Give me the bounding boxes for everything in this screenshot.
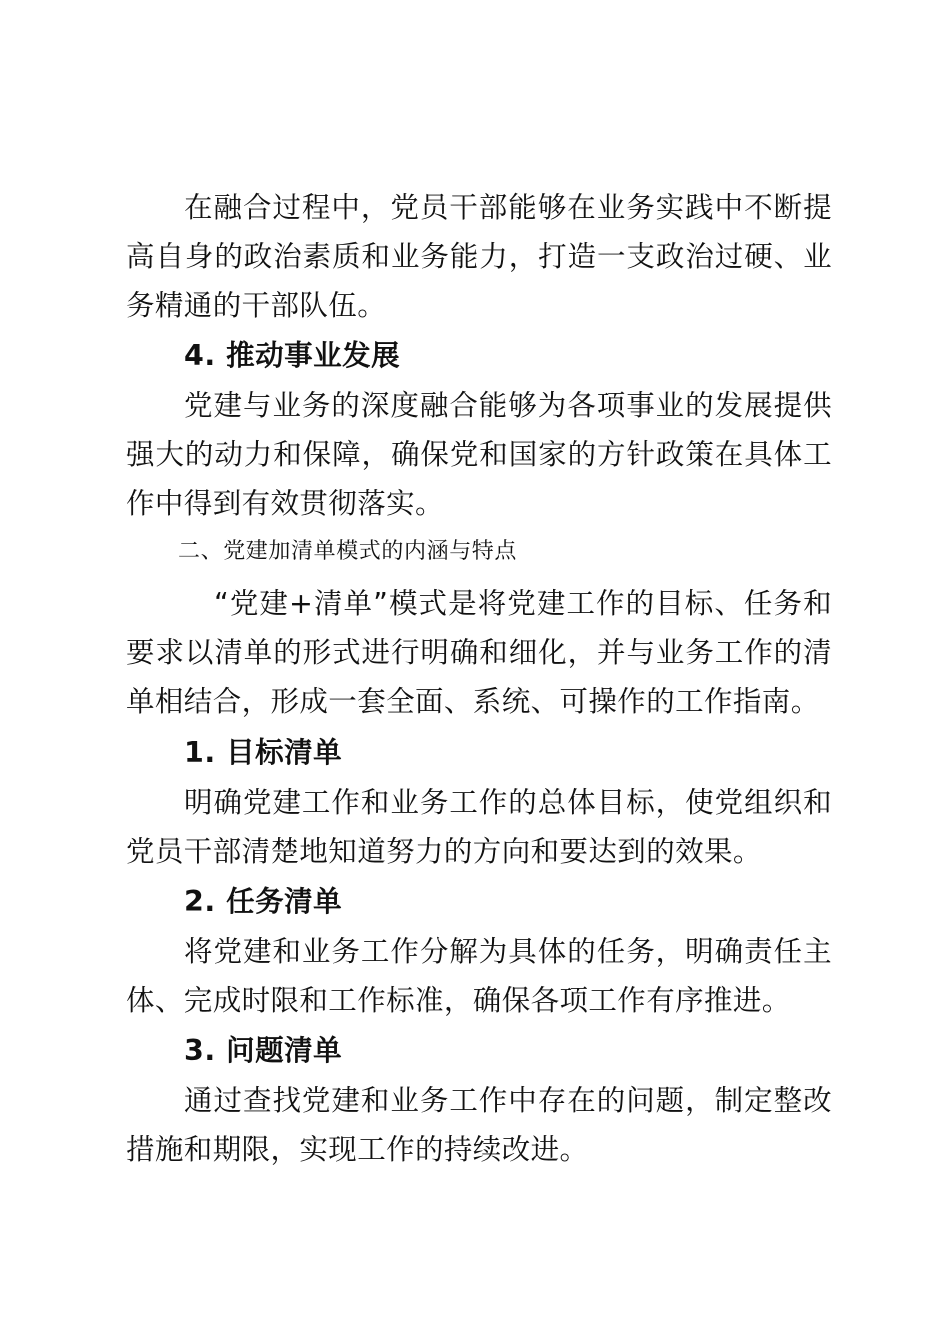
paragraph-problem-list: 通过查找党建和业务工作中存在的问题，制定整改措施和期限，实现工作的持续改进。: [126, 1084, 832, 1166]
paragraph-task-list: 将党建和业务工作分解为具体的任务，明确责任主体、完成时限和工作标准，确保各项工作有序推进。: [126, 935, 832, 1017]
heading-task-list: 2. 任务清单: [184, 885, 343, 918]
paragraph-cadre-quality: 在融合过程中，党员干部能够在业务实践中不断提高自身的政治素质和业务能力，打造一支政治过硬、业务精通的干部队伍。: [126, 191, 832, 322]
paragraph-deep-integration: 党建与业务的深度融合能够为各项事业的发展提供强大的动力和保障，确保党和国家的方针政策在具体工作中得到有效贯彻落实。: [126, 389, 832, 520]
section-title-list-model: 二、党建加清单模式的内涵与特点: [178, 539, 518, 564]
heading-goal-list: 1. 目标清单: [184, 736, 343, 769]
paragraph-list-model-definition: “党建+清单”模式是将党建工作的目标、任务和要求以清单的形式进行明确和细化，并与业务工作的清单相结合，形成一套全面、系统、可操作的工作指南。: [126, 587, 832, 718]
paragraph-goal-list: 明确党建工作和业务工作的总体目标，使党组织和党员干部清楚地知道努力的方向和要达到的效果。: [126, 786, 832, 868]
heading-problem-list: 3. 问题清单: [184, 1034, 343, 1067]
heading-promote-development: 4. 推动事业发展: [184, 339, 401, 372]
